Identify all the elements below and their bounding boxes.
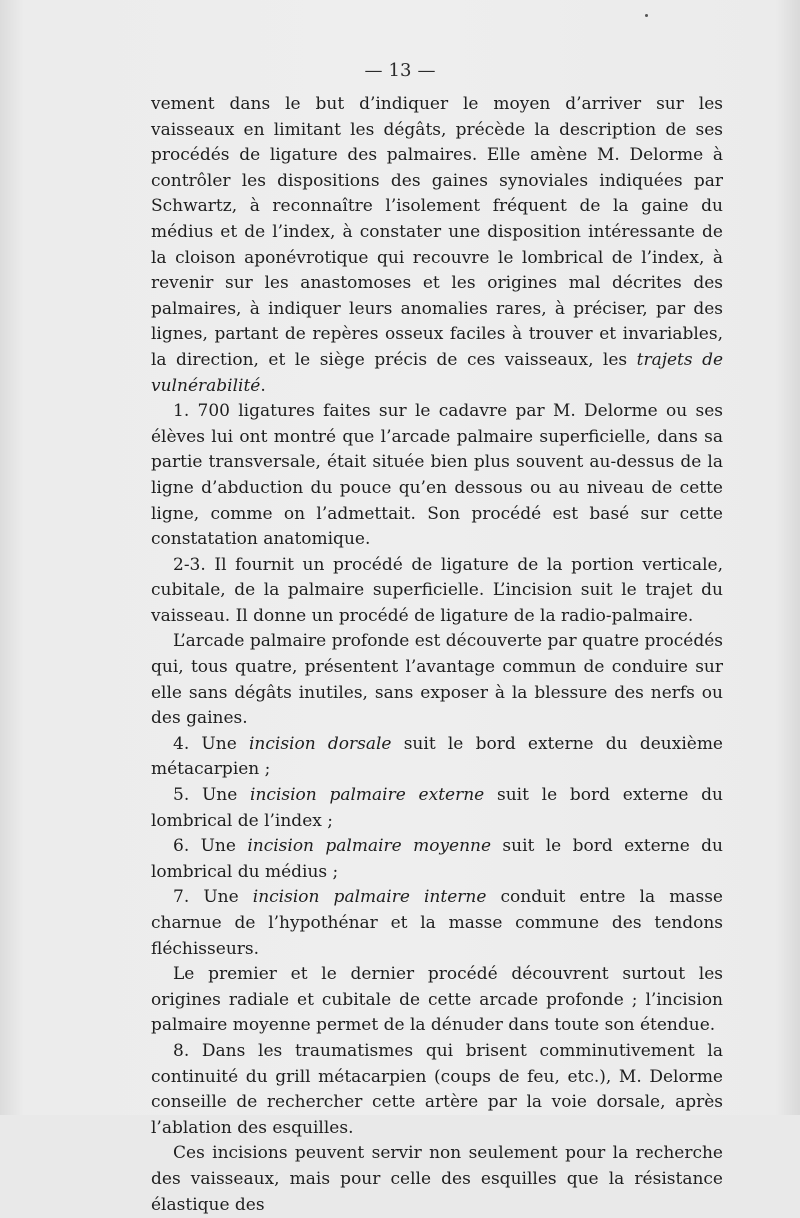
text-run: 7. Une [173,887,253,908]
text-run: 5. Une [173,785,251,806]
paragraph [151,783,723,834]
paragraph [151,1141,723,1218]
page-number-dash-left: — [364,60,383,81]
text-run: suit le bord externe du deuxième métacarpien ; [151,733,723,780]
paragraph [151,92,723,399]
text-run: conduit entre la masse charnue de l’hypothénar et la masse commune des tendons fléchisseurs. [151,887,723,959]
text-run: 1. 700 ligatures faites sur le cadavre par M. Delorme ou ses élèves lui ont montré que l’arcade palmaire superficielle, dans sa partie transversale, était située bien plus souvent au-dessus de la ligne d’abduction du pouce qu’en dessous ou au niveau de cette ligne, comme on l’admettait. Son procédé est basé sur cette constatation anatomique. [151,401,723,550]
paragraph [151,834,723,885]
italic-term: incision palmaire interne [252,887,487,908]
italic-term: incision palmaire moyenne [247,836,492,857]
paragraph [151,553,723,630]
paragraph [151,962,723,1039]
page-number [0,60,800,81]
page-number-value: 13 [388,60,412,81]
text-run: Le premier et le dernier procédé découvrent surtout les origines radiale et cubitale de cette arcade profonde ; l’incision palmaire moyenne permet de la dénuder dans toute son étendue. [151,964,723,1036]
paragraph [151,732,723,783]
text-run: suit le bord externe du lombrical du médius ; [151,836,723,882]
italic-term: incision dorsale [248,733,392,754]
italic-term: incision palmaire externe [250,785,485,806]
paragraph [151,399,723,553]
text-run: 4. Une [173,733,249,754]
text-run: Ces incisions peuvent servir non seulement pour la recherche des vaisseaux, mais pour celle des esquilles que la résistance élastique des [151,1143,723,1215]
page-number-dash-right: — [417,60,436,81]
paragraph [151,1039,723,1141]
italic-term: trajets de vulnérabilité [151,349,724,396]
text-run: vement dans le but d’indiquer le moyen d’arriver sur les vaisseaux en limitant les dégâts, précède la description de ses procédés de ligature des palmaires. Elle amène M. Delorme à contrôler les dispositions des gaines synoviales indiquées par Schwartz, à reconnaître l’isolement fréquent de la gaine du médius et de l’index, à constater une disposition intéressante de la cloison aponévrotique qui recouvre le lombrical de l’index, à revenir sur les anastomoses et les origines mal décrites des palmaires, à indiquer leurs anomalies rares, à préciser, par des lignes, partant de repères osseux faciles à trouver et invariables, la direction, et le siège précis de ces vaisseaux, les [151,94,723,370]
scan-speck [645,14,648,17]
text-run: 6. Une [173,836,248,857]
text-run: 2-3. Il fournit un procédé de ligature de la portion verticale, cubitale, de la palmaire superficielle. L’incision suit le trajet du vaisseau. Il donne un procédé de ligature de la radio-palmaire. [151,554,723,626]
text-run: L’arcade palmaire profonde est découverte par quatre procédés qui, tous quatre, présentent l’avantage commun de conduire sur elle sans dégâts inutiles, sans exposer à la blessure des nerfs ou des gaines. [151,631,723,729]
paragraph [151,885,723,962]
text-run: 8. Dans les traumatismes qui brisent comminutivement la continuité du grill métacarpien (coups de feu, etc.), M. Delorme conseille de rechercher cette artère par la voie dorsale, après l’ablation des esquilles. [151,1040,723,1138]
text-run: suit le bord externe du lombrical de l’index ; [151,785,724,831]
body-text [151,92,723,1218]
text-run: . [260,375,266,396]
paragraph [151,629,723,731]
